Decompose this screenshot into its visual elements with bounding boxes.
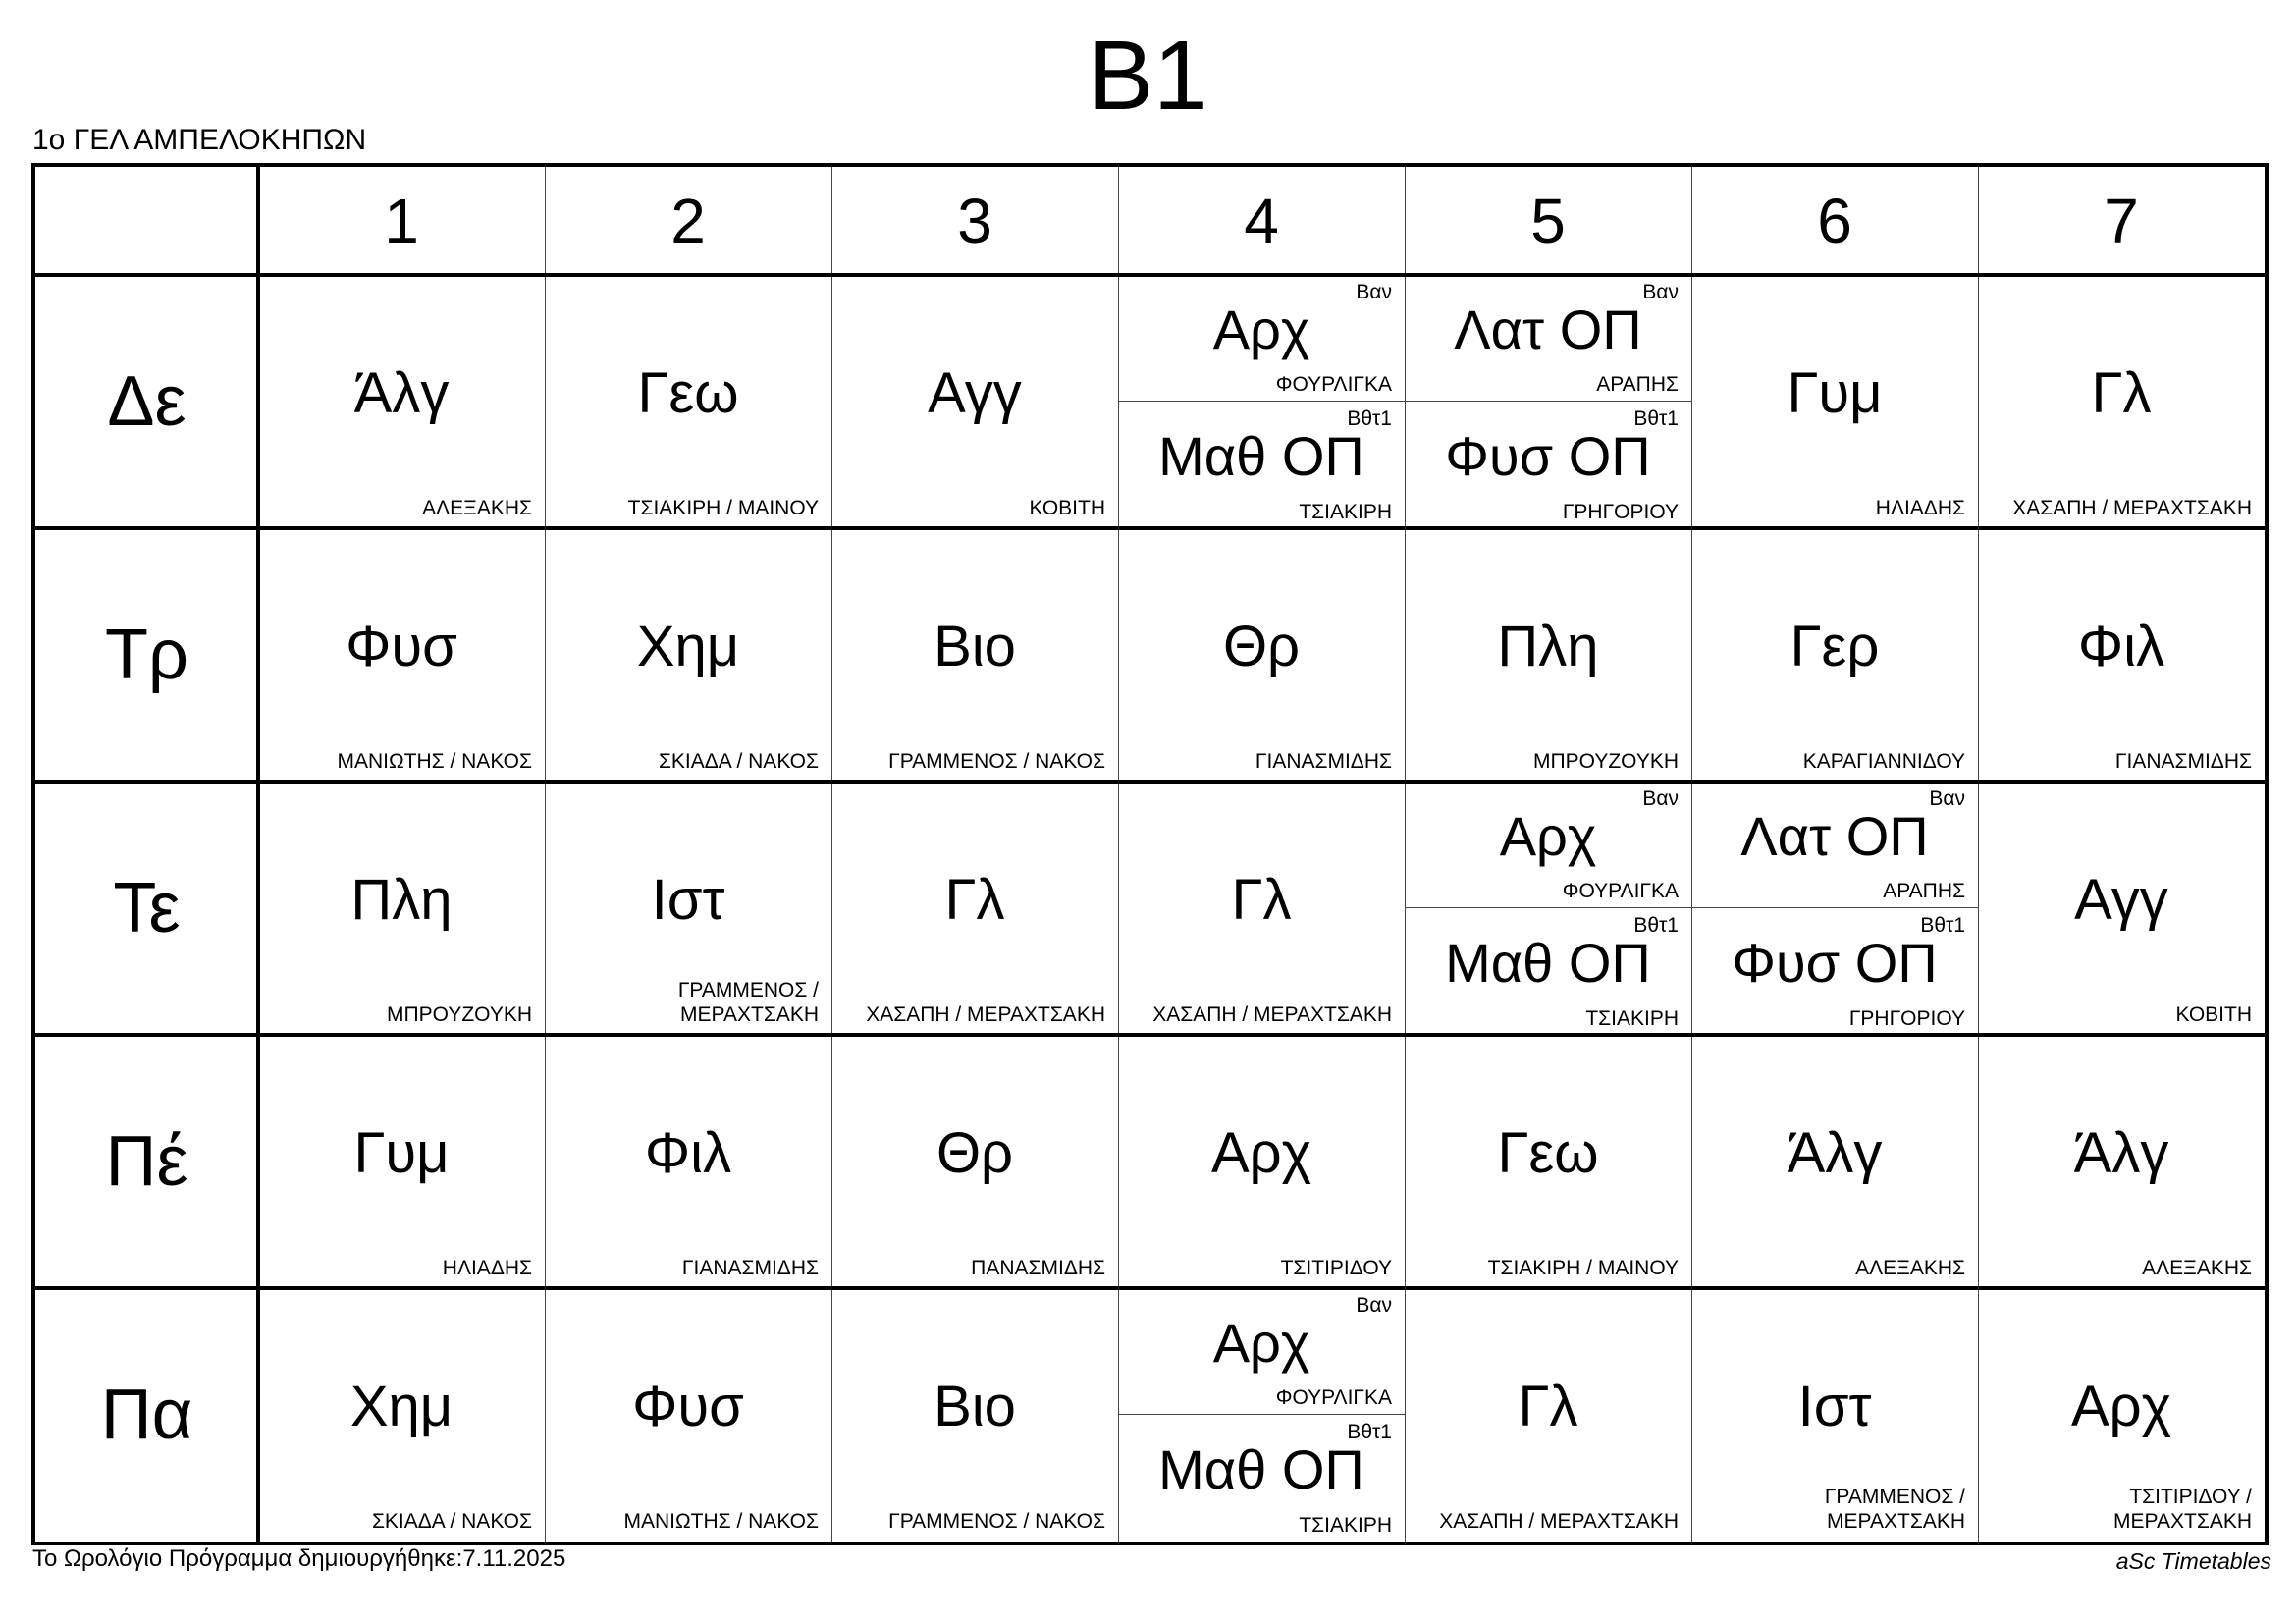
teacher-label: ΓΡΑΜΜΕΝΟΣ / ΜΕΡΑΧΤΣΑΚΗ xyxy=(1824,1486,1965,1533)
lesson-cell xyxy=(1405,1035,1691,1288)
lesson-cell xyxy=(1978,528,2265,782)
period-header: 7 xyxy=(2104,186,2139,256)
lesson-cell xyxy=(1405,1288,1691,1542)
teacher-label: ΧΑΣΑΠΗ / ΜΕΡΑΧΤΣΑΚΗ xyxy=(1152,1003,1392,1026)
subject-label: Ιστ xyxy=(1797,1375,1872,1438)
lesson-cell xyxy=(1691,528,1978,782)
teacher-label: ΦΟΥΡΛΙΓΚΑ xyxy=(1275,373,1392,396)
lesson-split-cell xyxy=(1118,402,1405,528)
teacher-label: ΗΛΙΑΔΗΣ xyxy=(1875,497,1965,519)
subject-label: Γλ xyxy=(1518,1375,1578,1438)
subject-label: Πλη xyxy=(350,868,453,932)
teacher-label: ΓΡΑΜΜΕΝΟΣ / ΝΑΚΟΣ xyxy=(888,750,1105,773)
lesson-cell xyxy=(831,275,1118,528)
subject-label: Φυσ ΟΠ xyxy=(1732,932,1938,994)
group-label: Βαν xyxy=(1642,281,1679,303)
lesson-cell xyxy=(1978,1288,2265,1542)
lesson-cell xyxy=(1978,1035,2265,1288)
lesson-cell xyxy=(258,528,545,782)
period-header: 6 xyxy=(1817,186,1852,256)
subject-label: Γλ xyxy=(1231,868,1292,932)
lesson-cell xyxy=(258,1288,545,1542)
teacher-label: ΑΛΕΞΑΚΗΣ xyxy=(1855,1257,1965,1279)
teacher-label: ΣΚΙΑΔΑ / ΝΑΚΟΣ xyxy=(658,750,819,773)
teacher-label: ΠΑΝΑΣΜΙΔΗΣ xyxy=(971,1257,1105,1279)
subject-label: Φυσ xyxy=(632,1375,744,1438)
teacher-label: ΧΑΣΑΠΗ / ΜΕΡΑΧΤΣΑΚΗ xyxy=(866,1003,1105,1026)
teacher-label: ΧΑΣΑΠΗ / ΜΕΡΑΧΤΣΑΚΗ xyxy=(1439,1510,1679,1533)
lesson-cell xyxy=(1691,1035,1978,1288)
subject-label: Θρ xyxy=(935,1121,1014,1185)
lesson-cell xyxy=(1691,275,1978,528)
period-header: 1 xyxy=(384,186,419,256)
teacher-label: ΚΟΒΙΤΗ xyxy=(2175,1003,2252,1026)
lesson-cell xyxy=(545,782,831,1035)
subject-label: Θρ xyxy=(1222,615,1301,678)
teacher-label: ΤΣΙΑΚΙΡΗ xyxy=(1299,1514,1392,1537)
lesson-cell xyxy=(831,1035,1118,1288)
lesson-split-cell xyxy=(1405,402,1691,528)
teacher-label: ΓΡΑΜΜΕΝΟΣ / ΝΑΚΟΣ xyxy=(888,1510,1105,1533)
lesson-cell xyxy=(258,275,545,528)
day-label: Τρ xyxy=(105,616,188,694)
teacher-label: ΜΠΡΟΥΖΟΥΚΗ xyxy=(1533,750,1679,773)
subject-label: Άλγ xyxy=(353,361,450,425)
group-label: Βαν xyxy=(1356,1294,1392,1317)
subject-label: Φιλ xyxy=(2077,615,2165,678)
teacher-label: ΤΣΙΑΚΙΡΗ / ΜΑΙΝΟΥ xyxy=(627,497,819,519)
lesson-split-cell xyxy=(1118,1288,1405,1415)
subject-label: Φιλ xyxy=(644,1121,732,1185)
subject-label: Λατ ΟΠ xyxy=(1454,298,1642,360)
group-label: Βθτ1 xyxy=(1633,914,1679,937)
teacher-label: ΑΛΕΞΑΚΗΣ xyxy=(422,497,532,519)
lesson-cell xyxy=(1978,275,2265,528)
lesson-split-cell xyxy=(1118,275,1405,402)
subject-label: Αγγ xyxy=(928,361,1022,425)
subject-label: Γλ xyxy=(944,868,1005,932)
teacher-label: ΚΟΒΙΤΗ xyxy=(1029,497,1105,519)
lesson-split-cell xyxy=(1405,908,1691,1035)
teacher-label: ΜΑΝΙΩΤΗΣ / ΝΑΚΟΣ xyxy=(623,1510,819,1533)
timetable-grid xyxy=(31,163,2269,1545)
subject-label: Γυμ xyxy=(353,1121,450,1185)
subject-label: Γλ xyxy=(2091,361,2152,425)
lesson-cell xyxy=(545,275,831,528)
teacher-label: ΚΑΡΑΓΙΑΝΝΙΔΟΥ xyxy=(1802,750,1965,773)
period-header: 5 xyxy=(1530,186,1566,256)
group-label: Βαν xyxy=(1929,787,1965,810)
lesson-cell xyxy=(545,1035,831,1288)
teacher-label: ΗΛΙΑΔΗΣ xyxy=(442,1257,532,1279)
lesson-cell xyxy=(545,1288,831,1542)
subject-label: Χημ xyxy=(636,615,740,678)
subject-label: Γεω xyxy=(1497,1121,1599,1185)
teacher-label: ΤΣΙΑΚΙΡΗ xyxy=(1299,501,1392,523)
subject-label: Λατ ΟΠ xyxy=(1740,805,1929,867)
teacher-label: ΜΑΝΙΩΤΗΣ / ΝΑΚΟΣ xyxy=(337,750,532,773)
subject-label: Γεω xyxy=(637,361,739,425)
lesson-cell xyxy=(1978,782,2265,1035)
lesson-cell xyxy=(831,782,1118,1035)
subject-label: Αρχ xyxy=(1499,805,1597,867)
teacher-label: ΓΙΑΝΑΣΜΙΔΗΣ xyxy=(681,1257,819,1279)
teacher-label: ΤΣΙΤΙΡΙΔΟΥ xyxy=(1280,1257,1392,1279)
lesson-split-cell xyxy=(1118,1415,1405,1542)
subject-label: Βιο xyxy=(934,615,1016,678)
group-label: Βθτ1 xyxy=(1633,407,1679,430)
subject-label: Μαθ ΟΠ xyxy=(1158,1438,1364,1500)
subject-label: Άλγ xyxy=(1787,1121,1883,1185)
group-label: Βθτ1 xyxy=(1347,1421,1392,1443)
group-label: Βθτ1 xyxy=(1920,914,1965,937)
group-label: Βθτ1 xyxy=(1347,407,1392,430)
period-header: 2 xyxy=(670,186,706,256)
group-label: Βαν xyxy=(1642,787,1679,810)
lesson-cell xyxy=(831,528,1118,782)
subject-label: Άλγ xyxy=(2073,1121,2169,1185)
subject-label: Ιστ xyxy=(651,868,725,932)
lesson-cell xyxy=(1691,1288,1978,1542)
teacher-label: ΓΡΗΓΟΡΙΟΥ xyxy=(1848,1007,1965,1030)
teacher-label: ΑΡΑΠΗΣ xyxy=(1883,880,1965,902)
lesson-cell xyxy=(258,782,545,1035)
subject-label: Χημ xyxy=(349,1375,454,1438)
page-title: B1 xyxy=(1088,21,1208,131)
teacher-label: ΤΣΙΤΙΡΙΔΟΥ / ΜΕΡΑΧΤΣΑΚΗ xyxy=(2113,1486,2252,1533)
teacher-label: ΦΟΥΡΛΙΓΚΑ xyxy=(1275,1386,1392,1409)
teacher-label: ΑΡΑΠΗΣ xyxy=(1596,373,1679,396)
teacher-label: ΤΣΙΑΚΙΡΗ xyxy=(1585,1007,1679,1030)
teacher-label: ΓΙΑΝΑΣΜΙΔΗΣ xyxy=(2114,750,2252,773)
day-label: Δε xyxy=(107,362,187,441)
subject-label: Αγγ xyxy=(2074,868,2168,932)
lesson-split-cell xyxy=(1405,275,1691,402)
teacher-label: ΑΛΕΞΑΚΗΣ xyxy=(2142,1257,2252,1279)
lesson-split-cell xyxy=(1691,908,1978,1035)
group-label: Βαν xyxy=(1356,281,1392,303)
period-header: 4 xyxy=(1244,186,1279,256)
day-label: Πέ xyxy=(105,1122,188,1201)
lesson-cell xyxy=(258,1035,545,1288)
subject-label: Φυσ ΟΠ xyxy=(1445,425,1651,487)
teacher-label: ΓΡΗΓΟΡΙΟΥ xyxy=(1562,501,1679,523)
subject-label: Γυμ xyxy=(1787,361,1883,425)
lesson-cell xyxy=(545,528,831,782)
lesson-cell xyxy=(1118,1035,1405,1288)
teacher-label: ΤΣΙΑΚΙΡΗ / ΜΑΙΝΟΥ xyxy=(1487,1257,1679,1279)
lesson-split-cell xyxy=(1405,782,1691,908)
lesson-split-cell xyxy=(1691,782,1978,908)
subject-label: Γερ xyxy=(1789,615,1880,678)
subject-label: Αρχ xyxy=(1212,1312,1310,1374)
lesson-cell xyxy=(1405,528,1691,782)
lesson-cell xyxy=(1118,782,1405,1035)
period-header: 3 xyxy=(957,186,992,256)
subject-label: Αρχ xyxy=(1210,1121,1312,1185)
created-date-note: Το Ωρολόγιο Πρόγραμμα δημιουργήθηκε:7.11.2025 xyxy=(32,1545,566,1572)
teacher-label: ΧΑΣΑΠΗ / ΜΕΡΑΧΤΣΑΚΗ xyxy=(2012,497,2252,519)
teacher-label: ΓΡΑΜΜΕΝΟΣ / ΜΕΡΑΧΤΣΑΚΗ xyxy=(677,979,819,1026)
lesson-cell xyxy=(1118,528,1405,782)
school-name: 1ο ΓΕΛ ΑΜΠΕΛΟΚΗΠΩΝ xyxy=(32,124,367,156)
subject-label: Φυσ xyxy=(346,615,457,678)
teacher-label: ΦΟΥΡΛΙΓΚΑ xyxy=(1562,880,1679,902)
day-label: Τε xyxy=(113,869,181,947)
lesson-cell xyxy=(831,1288,1118,1542)
software-brand: aSc Timetables xyxy=(2115,1548,2271,1574)
teacher-label: ΜΠΡΟΥΖΟΥΚΗ xyxy=(387,1003,532,1026)
day-label: Πα xyxy=(100,1376,193,1454)
subject-label: Αρχ xyxy=(1212,298,1310,360)
subject-label: Μαθ ΟΠ xyxy=(1445,932,1651,994)
teacher-label: ΓΙΑΝΑΣΜΙΔΗΣ xyxy=(1255,750,1392,773)
subject-label: Βιο xyxy=(934,1375,1016,1438)
subject-label: Μαθ ΟΠ xyxy=(1158,425,1364,487)
teacher-label: ΣΚΙΑΔΑ / ΝΑΚΟΣ xyxy=(371,1510,532,1533)
subject-label: Πλη xyxy=(1497,615,1599,678)
subject-label: Αρχ xyxy=(2070,1375,2172,1438)
